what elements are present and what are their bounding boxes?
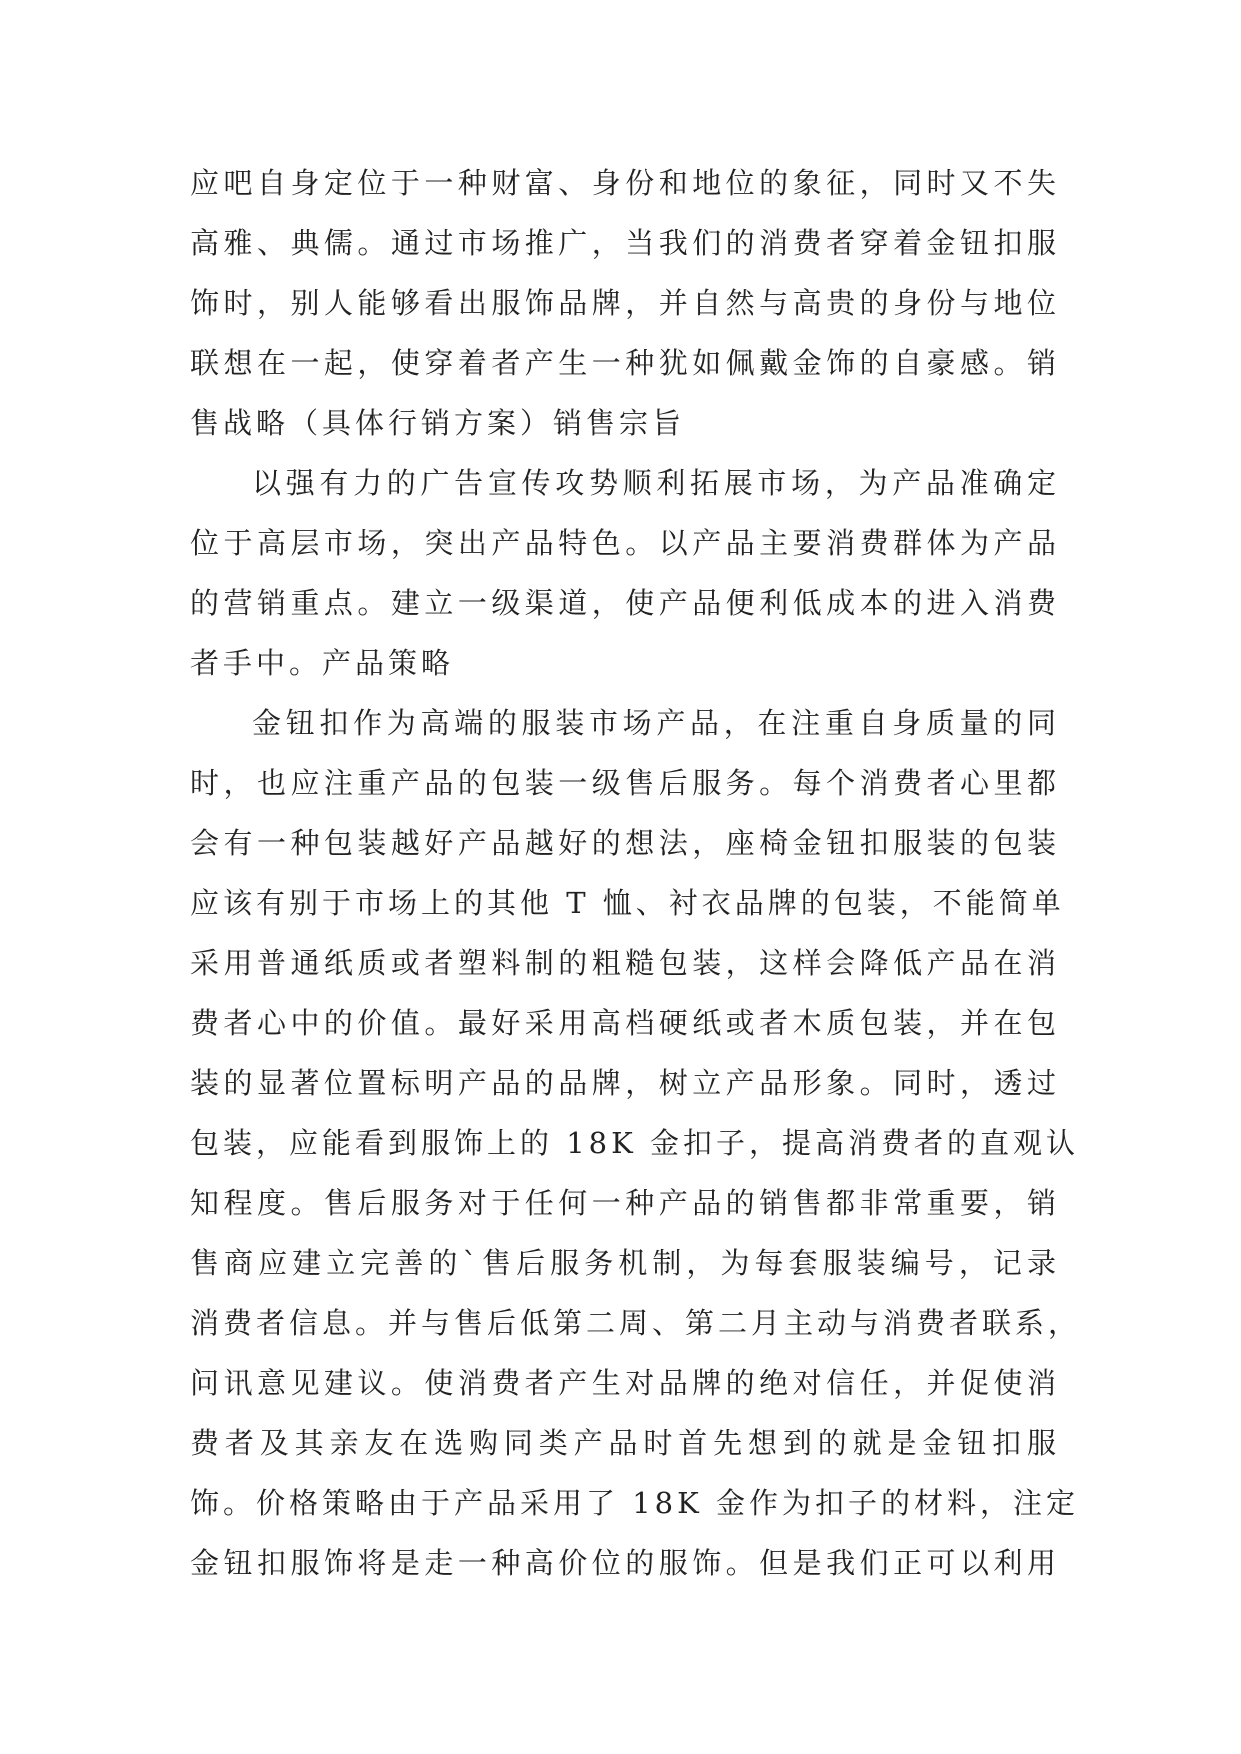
- text-line: 会有一种包装越好产品越好的想法，座椅金钮扣服装的包装: [190, 826, 1060, 860]
- text-line: 位于高层市场，突出产品特色。以产品主要消费群体为产品: [190, 526, 1060, 560]
- text-line: 高雅、典儒。通过市场推广，当我们的消费者穿着金钮扣服: [190, 226, 1060, 260]
- text-line: 者手中。产品策略: [190, 646, 455, 680]
- text-line: 装的显著位置标明产品的品牌，树立产品形象。同时，透过: [190, 1066, 1060, 1100]
- text-line: 包装，应能看到服饰上的 18K 金扣子，提高消费者的直观认: [190, 1126, 1080, 1160]
- text-line: 费者及其亲友在选购同类产品时首先想到的就是金钮扣服: [190, 1426, 1060, 1460]
- text-line: 的营销重点。建立一级渠道，使产品便利低成本的进入消费: [190, 586, 1060, 620]
- text-line: 知程度。售后服务对于任何一种产品的销售都非常重要，销: [190, 1186, 1060, 1220]
- text-line: 饰时，别人能够看出服饰品牌，并自然与高贵的身份与地位: [190, 286, 1060, 320]
- text-line: 采用普通纸质或者塑料制的粗糙包装，这样会降低产品在消: [190, 946, 1060, 980]
- text-line: 应吧自身定位于一种财富、身份和地位的象征，同时又不失: [190, 166, 1060, 200]
- document-body: [190, 163, 1082, 1603]
- paragraph-first-line: 金钮扣作为高端的服装市场产品，在注重自身质量的同: [252, 706, 1060, 740]
- text-line: 问讯意见建议。使消费者产生对品牌的绝对信任，并促使消: [190, 1366, 1060, 1400]
- text-line: 消费者信息。并与售后低第二周、第二月主动与消费者联系，: [190, 1306, 1082, 1340]
- text-line: 联想在一起，使穿着者产生一种犹如佩戴金饰的自豪感。销: [190, 346, 1060, 380]
- text-line: 饰。价格策略由于产品采用了 18K 金作为扣子的材料，注定: [190, 1486, 1080, 1520]
- text-line: 费者心中的价值。最好采用高档硬纸或者木质包装，并在包: [190, 1006, 1060, 1040]
- text-line: 售商应建立完善的`售后服务机制，为每套服装编号，记录: [190, 1246, 1060, 1280]
- paragraph-first-line: 以强有力的广告宣传攻势顺利拓展市场，为产品准确定: [252, 466, 1060, 500]
- text-line: 时，也应注重产品的包装一级售后服务。每个消费者心里都: [190, 766, 1060, 800]
- text-line: 售战略（具体行销方案）销售宗旨: [190, 406, 686, 440]
- text-line: 应该有别于市场上的其他 T 恤、衬衣品牌的包装，不能简单: [190, 886, 1065, 920]
- text-line: 金钮扣服饰将是走一种高价位的服饰。但是我们正可以利用: [190, 1546, 1060, 1580]
